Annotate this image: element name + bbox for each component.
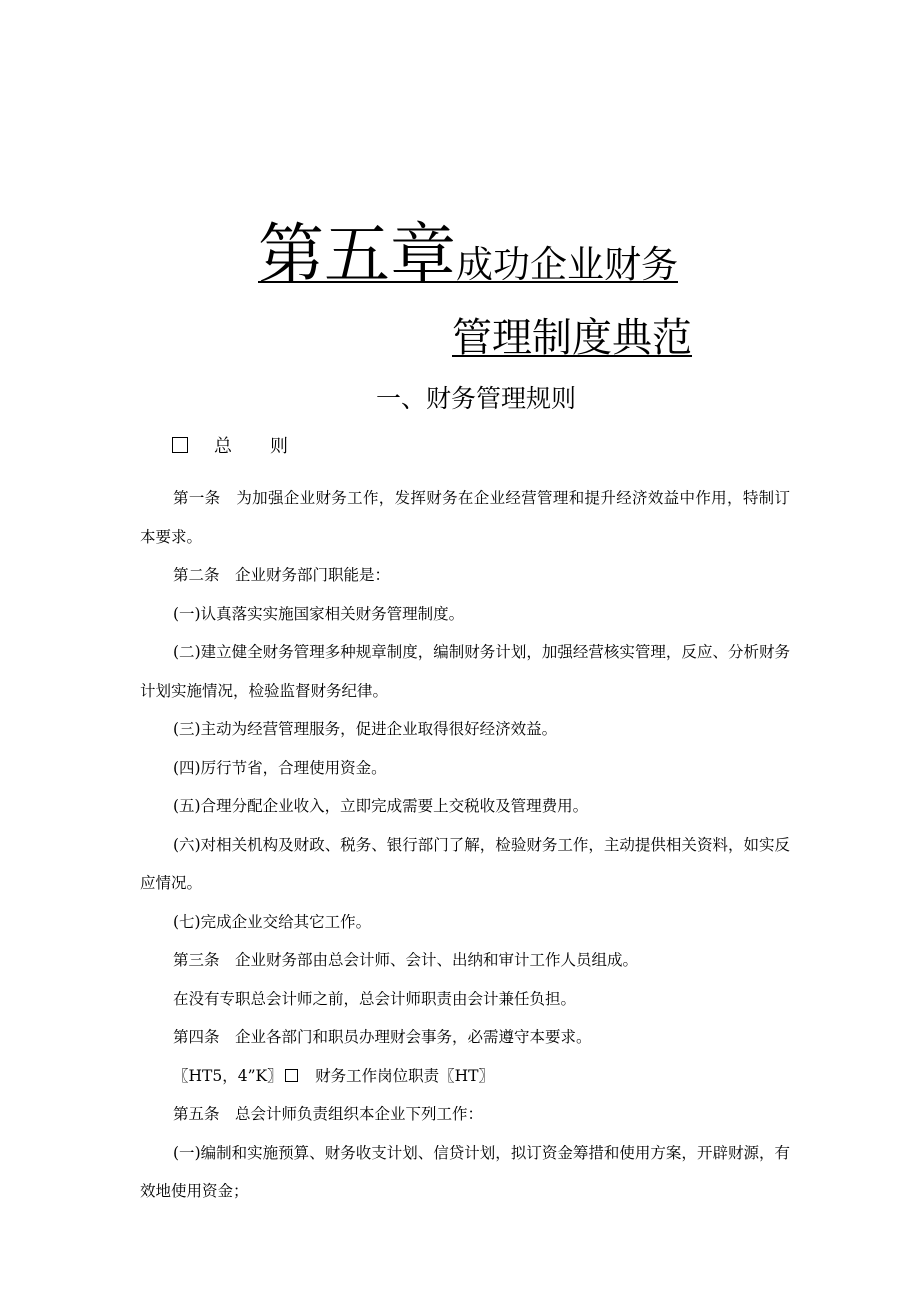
paragraph-article-3: 第三条 企业财务部由总会计师、会计、出纳和审计工作人员组成。 [173, 951, 639, 969]
paragraph-article-5: 第五条 总会计师负责组织本企业下列工作： [173, 1105, 484, 1123]
sub-heading [172, 437, 288, 456]
paragraph-article-4: 第四条 企业各部门和职员办理财会事务，必需遵守本要求。 [173, 1028, 592, 1046]
paragraph-item-5: (五)合理分配企业收入，立即完成需要上交税收及管理费用。 [173, 797, 589, 815]
paragraph-item-6: (六)对相关机构及财政、税务、银行部门了解，检验财务工作，主动提供相关资料，如实反应情况。 [140, 835, 790, 892]
ht-line-prefix: 〖HT5，4”K〗 [173, 1066, 283, 1085]
ht-line [140, 1057, 790, 1096]
sub-heading-part1: 总 [214, 436, 232, 457]
checkbox-square-icon [285, 1069, 298, 1082]
paragraph-article-1: 第一条 为加强企业财务工作，发挥财务在企业经营管理和提升经济效益中作用，特制订本要求。 [140, 489, 790, 546]
paragraph-item-7: (七)完成企业交给其它工作。 [173, 912, 372, 931]
paragraph-item-1: (一)认真落实实施国家相关财务管理制度。 [173, 604, 465, 623]
section-heading: 一、财务管理规则 [376, 384, 577, 413]
paragraph-article-5-item-1: (一)编制和实施预算、财务收支计划、信贷计划，拟订资金筹措和使用方案，开辟财源，有效地使用资金； [140, 1143, 790, 1200]
chapter-title-text: 成功企业财务 [456, 243, 678, 286]
chapter-title-line2: 管理制度典范 [452, 315, 692, 361]
checkbox-square-icon [172, 437, 188, 453]
ht-line-text: 财务工作岗位职责〖HT〗 [315, 1066, 494, 1085]
paragraph-note: 在没有专职总会计师之前，总会计师职责由会计兼任负担。 [173, 989, 577, 1008]
paragraph-article-2: 第二条 企业财务部门职能是： [173, 566, 391, 584]
paragraph-item-3: (三)主动为经营管理服务，促进企业取得很好经济效益。 [173, 720, 558, 738]
chapter-title [258, 216, 678, 293]
document-body [140, 479, 790, 1211]
paragraph-item-2: (二)建立健全财务管理多种规章制度，编制财务计划，加强经营核实管理，反应、分析财务计划实施情况，检验监督财务纪律。 [140, 643, 790, 700]
sub-heading-part2: 则 [270, 436, 288, 457]
paragraph-item-4: (四)厉行节省，合理使用资金。 [173, 758, 387, 777]
chapter-number: 第五章 [258, 216, 456, 293]
